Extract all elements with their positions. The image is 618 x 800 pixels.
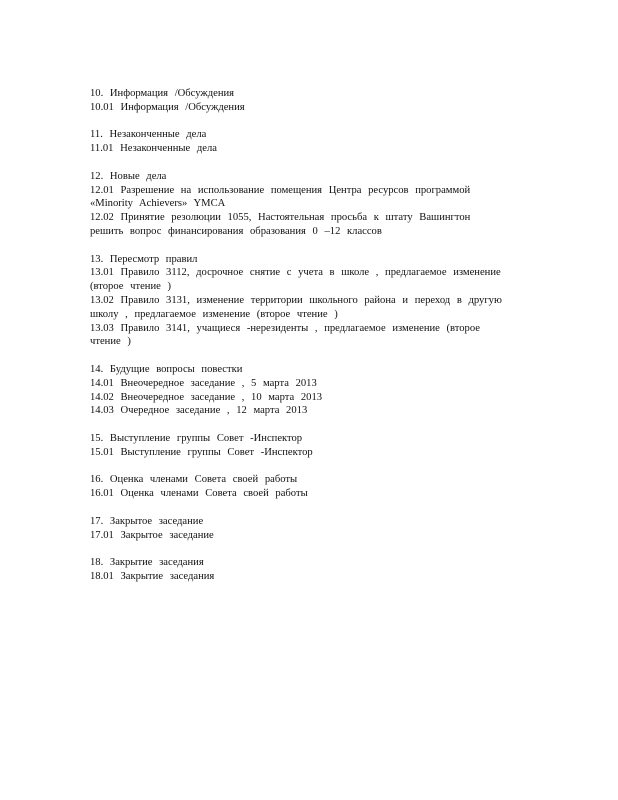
section-heading: 12. Новые дела [90, 170, 167, 182]
agenda-item [90, 101, 520, 115]
agenda-item-line: 13.01 Правило 3112, досрочное снятие с учета в школе , предлагаемое изменение [90, 267, 501, 279]
agenda-item [90, 404, 520, 418]
section-heading: 18. Закрытие заседания [90, 557, 204, 569]
agenda-item [90, 142, 520, 156]
agenda-item [90, 487, 520, 501]
agenda-section [90, 253, 520, 350]
agenda-item-continuation: чтение ) [90, 336, 131, 348]
agenda-item [90, 322, 520, 350]
agenda-item-line: 14.03 Очередное заседание , 12 марта 2013 [90, 405, 308, 417]
agenda-item-line: 15.01 Выступление группы Совет -Инспектор [90, 446, 313, 458]
section-heading: 10. Информация /Обсуждения [90, 88, 235, 99]
agenda-section [90, 363, 520, 418]
agenda-item-line: 13.02 Правило 3131, изменение территории школьного района и переход в другую [90, 294, 502, 306]
agenda-item [90, 570, 520, 584]
agenda-item [90, 184, 520, 212]
section-heading: 13. Пересмотр правил [90, 253, 198, 265]
section-heading: 16. Оценка членами Совета своей работы [90, 474, 298, 486]
agenda-section [90, 515, 520, 543]
agenda-item-line: 13.03 Правило 3141, учащиеся -нерезиденты , предлагаемое изменение (второе [90, 322, 480, 334]
section-heading: 15. Выступление группы Совет -Инспектор [90, 432, 303, 444]
agenda-item-continuation: «Minority Achievers» YMCA [90, 198, 226, 210]
agenda-section [90, 473, 520, 501]
section-heading: 14. Будущие вопросы повестки [90, 363, 243, 375]
agenda-item [90, 377, 520, 391]
agenda-item-line: 14.01 Внеочередное заседание , 5 марта 2013 [90, 377, 317, 389]
section-heading: 11. Незаконченные дела [90, 129, 207, 141]
agenda-item-continuation: решить вопрос финансирования образования 0 –12 классов [90, 225, 382, 237]
agenda-item-continuation: школу , предлагаемое изменение (второе чтение ) [90, 308, 338, 320]
agenda-item-line: 14.02 Внеочередное заседание , 10 марта 2013 [90, 391, 323, 403]
agenda-section [90, 128, 520, 156]
agenda-section [90, 556, 520, 584]
agenda-item [90, 391, 520, 405]
agenda-item [90, 446, 520, 460]
agenda-item-line: 12.02 Принятие резолюции 1055, Настоятельная просьба к штату Вашингтон [90, 212, 471, 224]
agenda-item-line: 17.01 Закрытое заседание [90, 529, 214, 541]
section-heading: 17. Закрытое заседание [90, 515, 204, 527]
agenda-section [90, 432, 520, 460]
agenda-item [90, 529, 520, 543]
agenda-item-continuation: (второе чтение ) [90, 281, 172, 293]
agenda-item-line: 16.01 Оценка членами Совета своей работы [90, 488, 308, 500]
agenda-document [90, 87, 520, 597]
agenda-section [90, 87, 520, 115]
agenda-item [90, 266, 520, 294]
agenda-item-line: 11.01 Незаконченные дела [90, 143, 217, 155]
agenda-section [90, 170, 520, 239]
agenda-item-line: 10.01 Информация /Обсуждения [90, 101, 245, 113]
agenda-item [90, 294, 520, 322]
agenda-item-line: 12.01 Разрешение на использование помещения Центра ресурсов программой [90, 184, 471, 196]
agenda-item [90, 211, 520, 239]
agenda-item-line: 18.01 Закрытие заседания [90, 570, 215, 582]
